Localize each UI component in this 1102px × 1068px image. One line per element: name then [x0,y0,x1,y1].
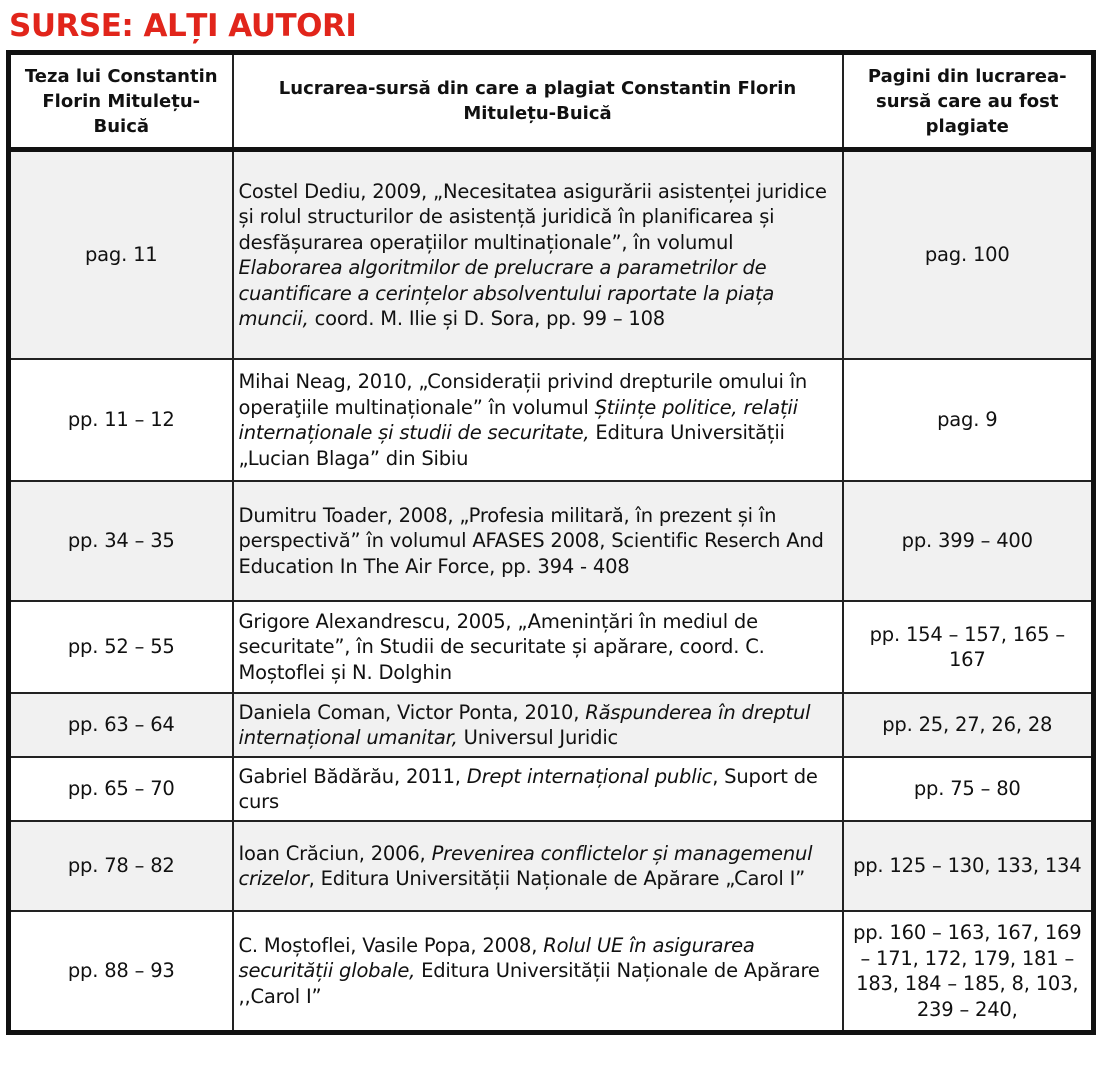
source-work-cell [233,911,843,1033]
source-pages-cell: pag. 100 [843,150,1094,360]
thesis-pages-cell: pag. 11 [9,150,233,360]
source-title-italic: Elaborarea algoritmilor de prelucrare a parametrilor de cuantificare a cerințelor absolventului raportate la piața muncii, [238,256,775,330]
source-title-italic: Științe politice, relații internaționale și studii de securitate, [238,395,798,444]
source-work-cell [233,359,843,481]
source-title-italic: Rolul UE în asigurarea securității globale, [238,933,755,983]
thesis-pages-cell: pp. 34 – 35 [9,481,233,601]
thesis-pages-cell: pp. 78 – 82 [9,821,233,911]
thesis-pages-cell: pp. 63 – 64 [9,693,233,757]
source-pages-cell: pp. 154 – 157, 165 – 167 [843,601,1094,693]
source-work-cell [233,601,843,693]
thesis-pages-cell: pp. 52 – 55 [9,601,233,693]
source-text-after: Editura Universității „Lucian Blaga” din Sibiu [238,421,785,470]
source-text: Daniela Coman, Victor Ponta, 2010, [238,700,586,724]
source-text: Gabriel Bădărău, 2011, [238,764,467,788]
source-pages-cell: pp. 399 – 400 [843,481,1094,601]
source-text-after: Universul Juridic [457,726,619,749]
table-header-row [9,53,1094,150]
thesis-pages-cell: pp. 11 – 12 [9,359,233,481]
sources-table [6,50,1096,1035]
source-text: Grigore Alexandrescu, 2005, „Amenințări în mediul de securitate”, în Studii de securitate și apărare, coord. C. Moștoflei și N. Dolghin [238,609,765,684]
source-text: Costel Dediu, 2009, „Necesitatea asigurării asistenței juridice și rolul structurilor de asistență juridică în planificarea și desfășurarea operațiilor multinaționale”, în volumul [238,179,827,254]
table-row [9,601,1094,693]
source-text: Mihai Neag, 2010, „Considerații privind drepturile omului în operaţiile multinaționale” în volumul [238,370,808,419]
table-row [9,359,1094,481]
source-text-after: Editura Universității Naționale de Apărare ,,Carol I” [238,959,820,1008]
source-title-italic: Drept internațional public [466,764,713,788]
source-work-cell [233,150,843,360]
source-text-after: , Suport de curs [238,764,818,813]
page-title: SURSE: ALȚI AUTORI [9,8,357,44]
source-work-cell [233,481,843,601]
table-row [9,150,1094,360]
table-row [9,911,1094,1033]
source-work-cell [233,757,843,821]
thesis-pages-cell: pp. 65 – 70 [9,757,233,821]
source-pages-cell: pp. 25, 27, 26, 28 [843,693,1094,757]
table-row [9,693,1094,757]
header-thesis-pages: Teza lui Constantin Florin Mitulețu-Buică [9,53,233,150]
source-text: C. Moștoflei, Vasile Popa, 2008, [238,933,544,957]
source-work-cell [233,693,843,757]
source-text-after: coord. M. Ilie și D. Sora, pp. 99 – 108 [308,307,666,330]
table-row [9,481,1094,601]
source-pages-cell: pp. 75 – 80 [843,757,1094,821]
source-text: Ioan Crăciun, 2006, [238,841,432,865]
source-title-italic: Răspunderea în dreptul internațional umanitar, [238,700,811,749]
source-pages-cell: pp. 160 – 163, 167, 169 – 171, 172, 179, 181 – 183, 184 – 185, 8, 103, 239 – 240, [843,911,1094,1033]
source-text: Dumitru Toader, 2008, „Profesia militară, în prezent și în perspectivă” în volumul AFASES 2008, Scientific Reserch And Education In The Air Force, pp. 394 - 408 [238,503,824,578]
table-row [9,757,1094,821]
source-pages-cell: pp. 125 – 130, 133, 134 [843,821,1094,911]
header-source-work: Lucrarea-sursă din care a plagiat Constantin Florin Mitulețu-Buică [233,53,843,150]
source-work-cell [233,821,843,911]
header-source-pages: Pagini din lucrarea-sursă care au fost plagiate [843,53,1094,150]
table-row [9,821,1094,911]
thesis-pages-cell: pp. 88 – 93 [9,911,233,1033]
source-title-italic: Prevenirea conflictelor și managemenul crizelor [238,841,813,890]
source-text-after: , Editura Universității Naționale de Apărare „Carol I” [308,867,806,890]
source-pages-cell: pag. 9 [843,359,1094,481]
